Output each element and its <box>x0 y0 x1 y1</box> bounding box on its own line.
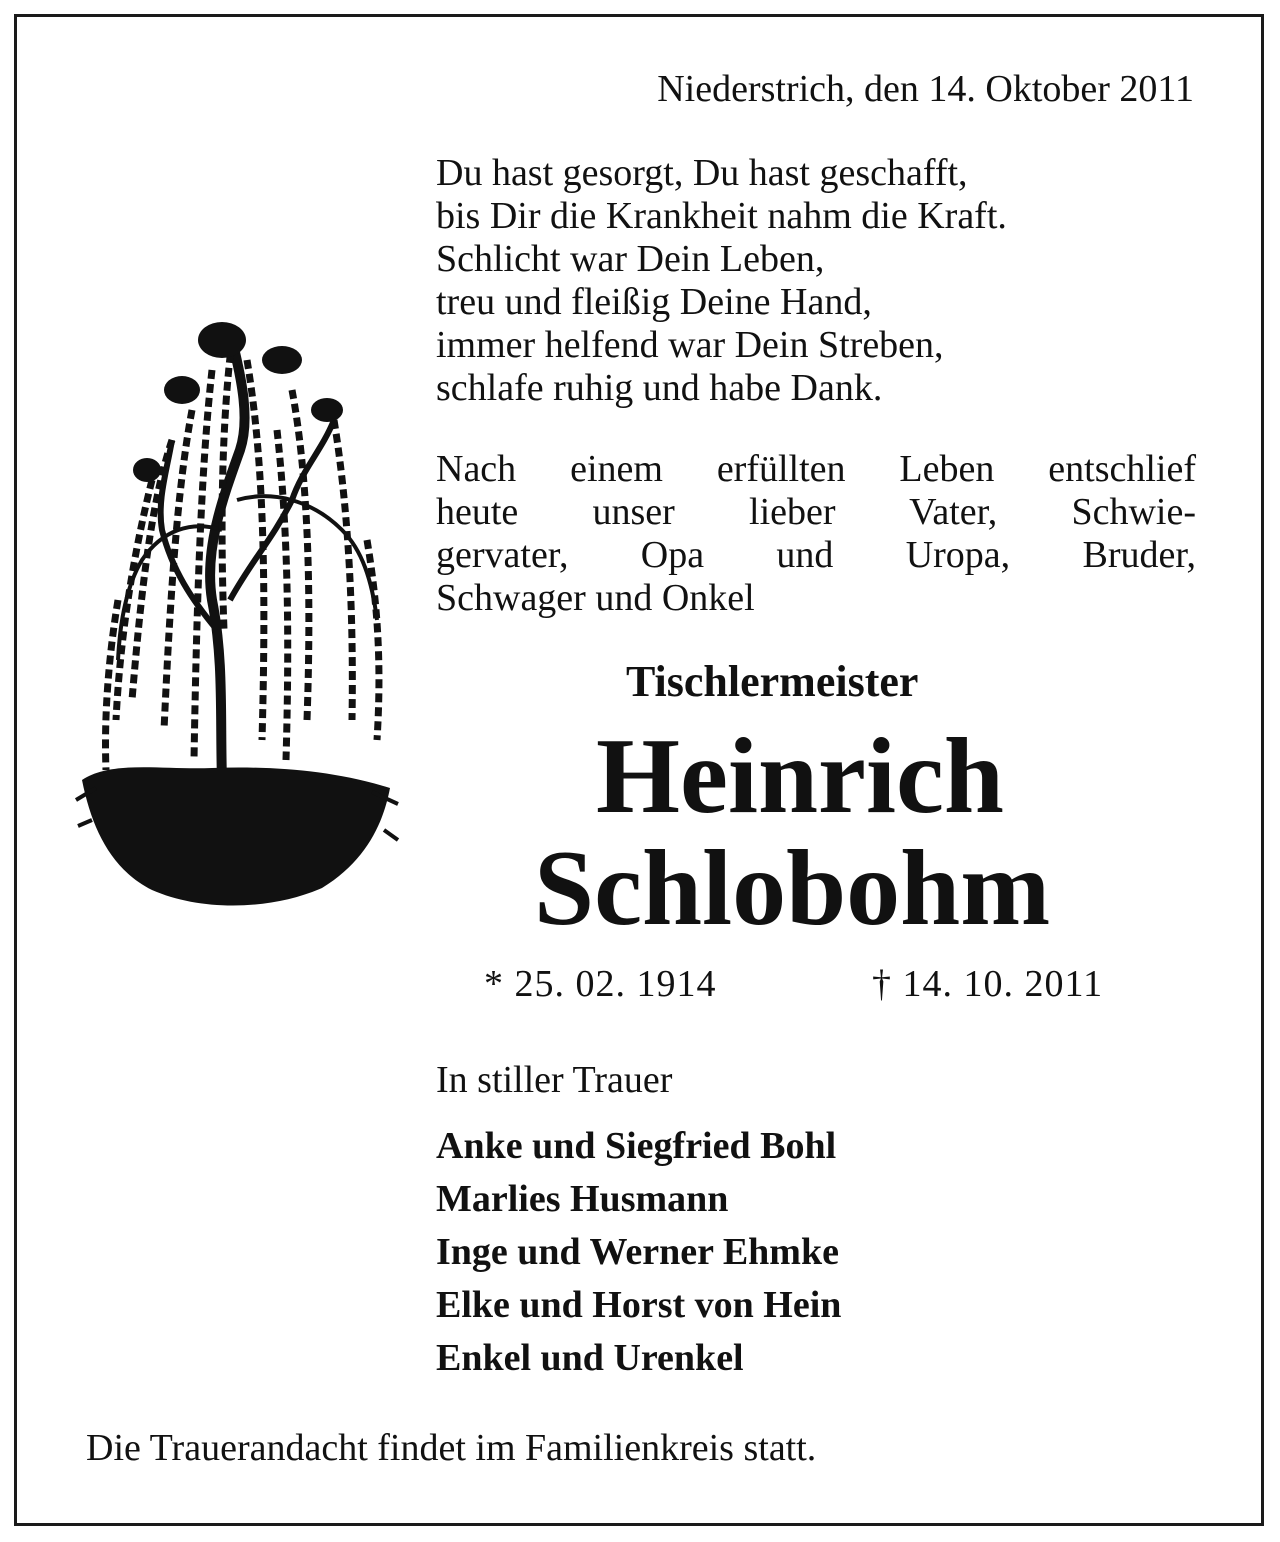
poem-line: Schlicht war Dein Leben, <box>436 238 825 280</box>
death-date: † 14. 10. 2011 <box>872 963 1104 1005</box>
poem-line: treu und fleißig Deine Hand, <box>436 281 872 323</box>
intro-line: Schwager und Onkel <box>436 577 755 619</box>
poem-line: immer helfend war Dein Streben, <box>436 324 944 366</box>
family-member: Anke und Siegfried Bohl <box>436 1125 837 1167</box>
last-name-text: Schlobohm <box>534 829 1051 948</box>
poem-line: schlafe ruhig und habe Dank. <box>436 367 883 409</box>
family-member: Marlies Husmann <box>436 1178 729 1220</box>
profession-label: Tischlermeister <box>626 657 919 706</box>
weeping-willow-icon <box>72 300 402 920</box>
funeral-note: Die Trauerandacht findet im Familienkreis statt. <box>86 1427 817 1469</box>
birth-date: * 25. 02. 1914 <box>484 963 717 1005</box>
poem <box>436 152 1196 410</box>
family-member: Enkel und Urenkel <box>436 1337 744 1379</box>
family-member: Inge und Werner Ehmke <box>436 1231 839 1273</box>
mourning-label: In stiller Trauer <box>436 1059 673 1101</box>
intro-text <box>436 448 1196 620</box>
first-name-text: Heinrich <box>596 717 1004 836</box>
poem-line: Du hast gesorgt, Du hast geschafft, <box>436 152 968 194</box>
intro-line: heute unser lieber Vater, Schwie- <box>436 491 1196 533</box>
poem-line: bis Dir die Krankheit nahm die Kraft. <box>436 195 1007 237</box>
intro-line: gervater, Opa und Uropa, Bruder, <box>436 534 1196 576</box>
family-list <box>436 1120 841 1385</box>
intro-line: Nach einem erfüllten Leben entschlief <box>436 448 1196 490</box>
family-member: Elke und Horst von Hein <box>436 1284 842 1326</box>
place-date: Niederstrich, den 14. Oktober 2011 <box>657 68 1194 110</box>
